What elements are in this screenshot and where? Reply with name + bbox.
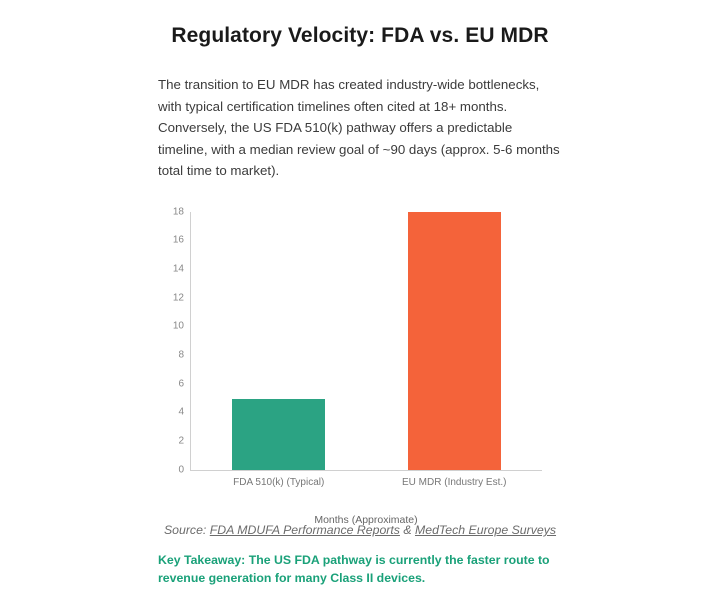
y-axis-tick-label: 2 xyxy=(178,435,184,447)
page-title: Regulatory Velocity: FDA vs. EU MDR xyxy=(171,24,549,47)
y-axis-tick-label: 16 xyxy=(172,234,184,246)
key-takeaway-text: The US FDA pathway is currently the faster route to revenue generation for many Class II devices. xyxy=(158,553,550,586)
y-axis-tick-label: 0 xyxy=(178,464,184,476)
source-link-medtech[interactable]: MedTech Europe Surveys xyxy=(414,523,557,537)
bar-series xyxy=(191,212,542,470)
chart-container xyxy=(0,204,720,526)
x-axis-line xyxy=(190,470,542,471)
infographic-page xyxy=(0,24,720,600)
y-axis-tick-label: 8 xyxy=(178,349,184,361)
source-note xyxy=(0,523,720,537)
key-takeaway-label: Key Takeaway: xyxy=(158,553,246,567)
bar xyxy=(232,399,325,469)
y-axis-tick-label: 4 xyxy=(178,406,184,418)
source-separator: & xyxy=(399,523,415,537)
y-axis-tick-label: 18 xyxy=(172,206,184,218)
y-axis-tick-label: 10 xyxy=(172,320,184,332)
bar xyxy=(408,212,501,470)
y-axis-tick-label: 6 xyxy=(178,378,184,390)
x-axis-tick-label: FDA 510(k) (Typical) xyxy=(233,476,325,488)
y-axis-tick-label: 12 xyxy=(172,292,184,304)
x-axis-title: Months (Approximate) xyxy=(314,513,418,526)
source-prefix: Source: xyxy=(163,523,210,537)
x-axis-tick-label: EU MDR (Industry Est.) xyxy=(402,476,507,488)
plot-area xyxy=(172,206,542,526)
y-axis-tick-label: 14 xyxy=(172,263,184,275)
key-takeaway xyxy=(158,551,562,587)
intro-paragraph: The transition to EU MDR has created industry-wide bottlenecks, with typical certification timelines often cited at 18+ months. Conversely, the US FDA 510(k) pathway offers a predictable timeline, with a median review goal of ~90 days (approx. 5-6 months total time to market). xyxy=(158,77,560,179)
source-link-fda[interactable]: FDA MDUFA Performance Reports xyxy=(209,523,400,537)
